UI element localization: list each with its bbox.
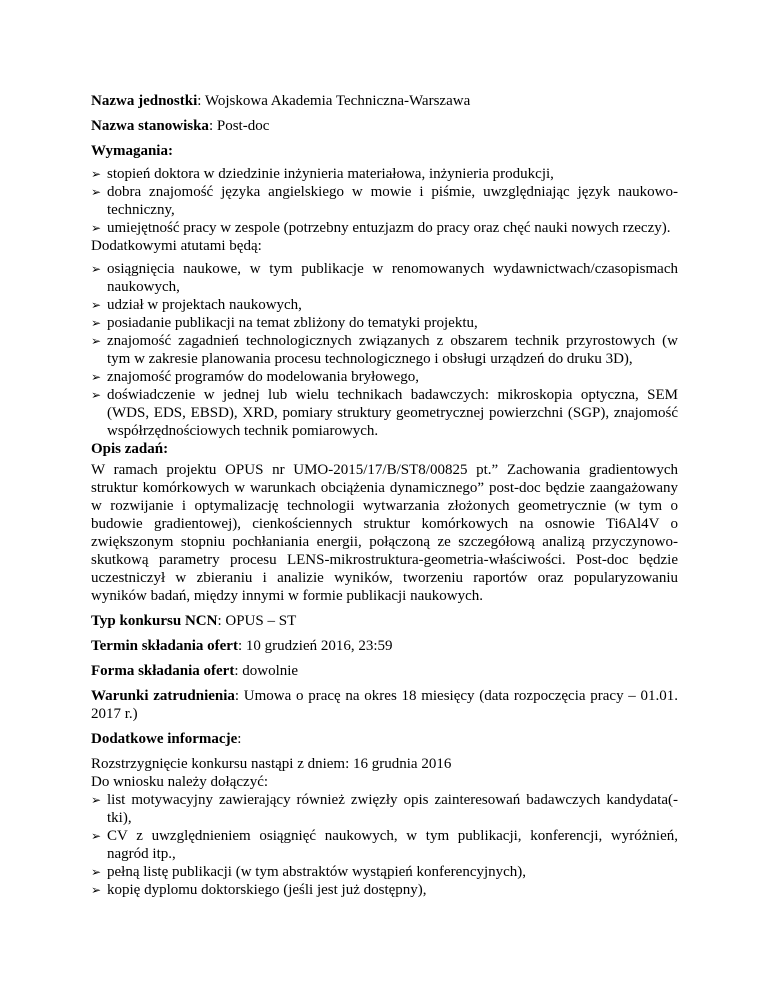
arrow-bullet-icon: ➢ bbox=[91, 370, 102, 384]
list-item-text: dobra znajomość języka angielskiego w mowie i piśmie, uwzględniając język naukowo-techniczny, bbox=[107, 184, 678, 218]
additional-heading bbox=[91, 730, 678, 748]
deadline-line bbox=[91, 637, 678, 655]
arrow-bullet-icon: ➢ bbox=[91, 793, 102, 807]
contest-type-line bbox=[91, 612, 678, 630]
list-item-text: znajomość programów do modelowania bryłowego, bbox=[107, 369, 420, 385]
list-item-text: doświadczenie w jednej lub wielu technikach badawczych: mikroskopia optyczna, SEM (WDS, EDS, EBSD), XRD, pomiary struktury geometrycznej powierzchni (SGP), znajomość współrzędnościowych technik pomiarowych. bbox=[107, 387, 678, 439]
attach-line: Do wniosku należy dołączyć: bbox=[91, 774, 269, 790]
arrow-bullet-icon: ➢ bbox=[91, 316, 102, 330]
unit-value: : Wojskowa Akademia Techniczna-Warszawa bbox=[197, 93, 471, 109]
arrow-bullet-icon: ➢ bbox=[91, 167, 102, 181]
position-label: Nazwa stanowiska bbox=[91, 118, 209, 134]
unit-label: Nazwa jednostki bbox=[91, 93, 198, 109]
deadline-value: : 10 grudzień 2016, 23:59 bbox=[237, 638, 393, 654]
additional-heading-colon: : bbox=[237, 731, 242, 747]
requirements-heading bbox=[91, 142, 678, 160]
list-item bbox=[91, 332, 678, 368]
list-item bbox=[91, 881, 678, 899]
list-item-text: posiadanie publikacji na temat zbliżony do tematyki projektu, bbox=[107, 315, 478, 331]
list-item bbox=[91, 183, 678, 219]
form-line bbox=[91, 662, 678, 680]
deadline-label: Termin składania ofert bbox=[91, 638, 238, 654]
additional-heading-text: Dodatkowe informacje bbox=[91, 731, 238, 747]
contest-type-label: Typ konkursu NCN bbox=[91, 613, 218, 629]
form-value: : dowolnie bbox=[234, 663, 299, 679]
list-item-text: CV z uwzględnieniem osiągnięć naukowych, w tym publikacji, konferencji, wyróżnień, nagród itp., bbox=[107, 828, 678, 862]
conditions-label: Warunki zatrudnienia bbox=[91, 688, 235, 704]
list-item-text: znajomość zagadnień technologicznych związanych z obszarem technik przyrostowych (w tym w zakresie planowania procesu technologicznego i obsługi urządzeń do druku 3D), bbox=[107, 333, 678, 367]
contest-type-value: : OPUS – ST bbox=[217, 613, 297, 629]
requirements-heading-text: Wymagania: bbox=[91, 143, 173, 159]
list-item-text: stopień doktora w dziedzinie inżynieria materiałowa, inżynieria produkcji, bbox=[107, 166, 554, 182]
arrow-bullet-icon: ➢ bbox=[91, 388, 102, 402]
position-value: : Post-doc bbox=[208, 118, 270, 134]
form-label: Forma składania ofert bbox=[91, 663, 235, 679]
arrow-bullet-icon: ➢ bbox=[91, 334, 102, 348]
unit-line bbox=[91, 92, 678, 110]
list-item-text: list motywacyjny zawierający również zwięzły opis zainteresowań badawczych kandydata(-tki), bbox=[107, 792, 678, 826]
requirements-list bbox=[91, 165, 678, 237]
list-item bbox=[91, 219, 678, 237]
arrow-bullet-icon: ➢ bbox=[91, 185, 102, 199]
conditions-value: : Umowa o pracę na okres 18 miesięcy (data rozpoczęcia pracy – 01.01. 2017 r.) bbox=[91, 688, 679, 722]
document-page bbox=[91, 92, 678, 899]
list-item bbox=[91, 827, 678, 863]
list-item bbox=[91, 296, 678, 314]
list-item bbox=[91, 791, 678, 827]
attachments-list bbox=[91, 791, 678, 899]
extras-heading: Dodatkowymi atutami będą: bbox=[91, 238, 262, 254]
tasks-heading-text: Opis zadań: bbox=[91, 441, 169, 457]
list-item bbox=[91, 368, 678, 386]
list-item-text: osiągnięcia naukowe, w tym publikacje w renomowanych wydawnictwach/czasopismach naukowych, bbox=[107, 261, 678, 295]
list-item-text: kopię dyplomu doktorskiego (jeśli jest już dostępny), bbox=[107, 882, 427, 898]
verdict-line: Rozstrzygnięcie konkursu nastąpi z dniem: 16 grudnia 2016 bbox=[91, 756, 452, 772]
list-item-text: umiejętność pracy w zespole (potrzebny entuzjazm do pracy oraz chęć nauki nowych rzeczy). bbox=[107, 220, 671, 236]
list-item bbox=[91, 260, 678, 296]
conditions-line bbox=[91, 687, 678, 723]
list-item bbox=[91, 314, 678, 332]
arrow-bullet-icon: ➢ bbox=[91, 883, 102, 897]
list-item-text: pełną listę publikacji (w tym abstraktów wystąpień konferencyjnych), bbox=[107, 864, 527, 880]
tasks-heading bbox=[91, 440, 678, 458]
arrow-bullet-icon: ➢ bbox=[91, 262, 102, 276]
list-item bbox=[91, 386, 678, 440]
extras-list bbox=[91, 260, 678, 440]
arrow-bullet-icon: ➢ bbox=[91, 221, 102, 235]
list-item bbox=[91, 863, 678, 881]
arrow-bullet-icon: ➢ bbox=[91, 865, 102, 879]
position-line bbox=[91, 117, 678, 135]
tasks-text: W ramach projektu OPUS nr UMO-2015/17/B/ST8/00825 pt.” Zachowania gradientowych struktur komórkowych w warunkach obciążenia dynamicznego” post-doc będzie zaangażowany w rozwijanie i optymalizację technologii wytwarzania złożonych geometrycznie (w tym o budowie gradientowej), cienkościennych struktur komórkowych na osnowie Ti6Al4V o zwiększonym stopniu pochłaniania energii, połączoną ze szczegółową analizą przyczynowo-skutkową parametry procesu LENS-mikrostruktura-geometria-właściwości. Post-doc będzie uczestniczył w zbieraniu i analizie wyników, tworzeniu raportów oraz popularyzowaniu wyników badań, między innymi w formie publikacji naukowych. bbox=[91, 462, 678, 604]
list-item bbox=[91, 165, 678, 183]
arrow-bullet-icon: ➢ bbox=[91, 298, 102, 312]
arrow-bullet-icon: ➢ bbox=[91, 829, 102, 843]
list-item-text: udział w projektach naukowych, bbox=[107, 297, 302, 313]
